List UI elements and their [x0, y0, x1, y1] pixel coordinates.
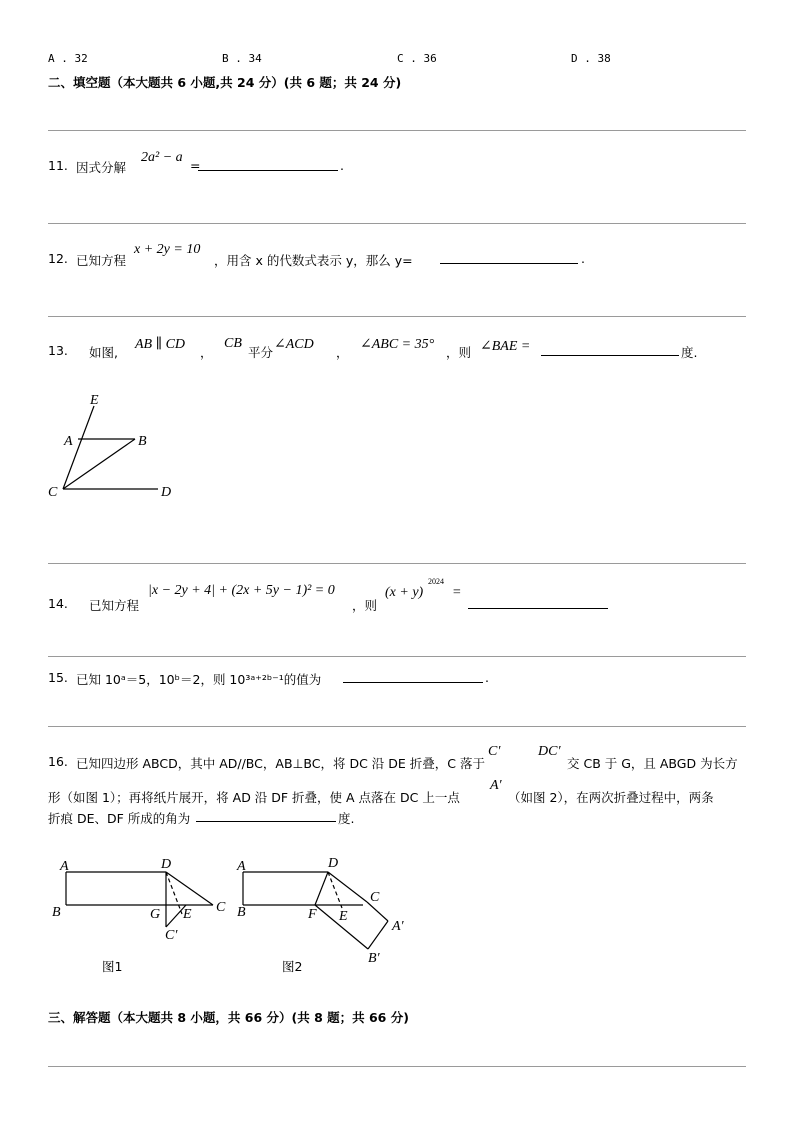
q15-number: 15.: [48, 670, 68, 685]
q11-expression: 2a² − a: [141, 150, 183, 165]
q16-line3-a: 折痕 DE、DF 所成的角为: [48, 811, 191, 826]
q12-text: 已知方程: [76, 253, 127, 268]
q13-sep1: ，: [200, 345, 213, 360]
q15-answer-blank[interactable]: [343, 670, 483, 683]
figure-2: [236, 856, 405, 974]
q13-text: 如图,: [89, 345, 118, 360]
divider: [48, 316, 746, 317]
choice-b: B . 34: [222, 52, 262, 65]
fig1-label-c: C: [216, 900, 226, 915]
divider: [48, 563, 746, 564]
fig2-label-f: F: [308, 907, 317, 922]
fig1-label-g: G: [150, 907, 161, 922]
q15-text: 已知 10ᵃ＝5，10ᵇ＝2，则 10³ᵃ⁺²ᵇ⁻¹的值为: [76, 672, 322, 687]
section-3-title: 三、解答题（本大题共 8 小题，共 66 分）(共 8 题；共 66 分): [48, 1010, 409, 1025]
q12-answer-blank[interactable]: [440, 251, 578, 264]
q16-figures: [48, 850, 428, 980]
q13-number: 13.: [48, 343, 68, 358]
fig2-label-aprime: A′: [392, 919, 404, 934]
q11-equals: =: [190, 158, 201, 173]
q16-dc-prime: DC′: [538, 744, 561, 759]
q12-number: 12.: [48, 251, 68, 266]
q13-answer-blank[interactable]: [541, 343, 679, 356]
q14-expr-sum: (x + y): [385, 585, 424, 600]
q12-expression: x + 2y = 10: [134, 242, 201, 257]
fig1-label-d: D: [161, 857, 172, 872]
q13-expr-acd: ∠ACD: [274, 337, 314, 352]
figure-1: [52, 857, 226, 974]
fig1-caption: 图1: [102, 959, 123, 974]
q15-period: .: [485, 670, 489, 685]
q14-text: 已知方程: [89, 598, 140, 613]
fig1-label-a: A: [60, 859, 69, 874]
choice-c: C . 36: [397, 52, 437, 65]
section-2-title: 二、填空题（本大题共 6 小题,共 24 分）(共 6 题；共 24 分): [48, 75, 402, 90]
line-cb: [63, 439, 135, 489]
q16-line3-b: 度.: [338, 811, 355, 826]
q11-text: 因式分解: [76, 160, 127, 175]
q16-line2-b: （如图 2），在两次折叠过程中，两条: [508, 790, 714, 805]
q13-expr-cb: CB: [224, 336, 242, 351]
label-d: D: [161, 485, 172, 500]
q12-mid-text: ，用含 x 的代数式表示 y，那么 y=: [214, 253, 413, 268]
q13-figure: [40, 385, 190, 505]
q13-expr-bae: ∠BAE =: [480, 339, 531, 354]
q14-answer-blank[interactable]: [468, 596, 608, 609]
q14-expression: |x − 2y + 4| + (2x + 5y − 1)² = 0: [148, 583, 335, 598]
q13-text-then: ，则: [446, 345, 472, 360]
q14-number: 14.: [48, 596, 68, 611]
fig2-label-d: D: [328, 856, 339, 871]
fig1-label-b: B: [52, 905, 61, 920]
fig1-label-cprime: C′: [165, 928, 178, 943]
label-e: E: [90, 393, 99, 408]
fig2-label-b: B: [237, 905, 246, 920]
q16-line2-a: 形（如图 1）；再将纸片展开，将 AD 沿 DF 折叠，使 A 点落在 DC 上一点: [48, 790, 460, 805]
q16-answer-blank[interactable]: [196, 809, 336, 822]
fig2-label-c: C: [370, 890, 380, 905]
q16-c-prime: C′: [488, 744, 501, 759]
q16-a-prime: A′: [490, 778, 502, 793]
fig2-label-bprime: B′: [368, 951, 380, 966]
divider: [48, 130, 746, 131]
q16-line1-a: 已知四边形 ABCD，其中 AD//BC，AB⊥BC，将 DC 沿 DE 折叠，C 落于: [76, 756, 485, 771]
label-c: C: [48, 485, 58, 500]
q14-equals: =: [452, 585, 462, 600]
q11-period: .: [340, 158, 344, 173]
q11-answer-blank[interactable]: [198, 158, 338, 171]
q14-text-then: ，则: [352, 598, 378, 613]
q11-number: 11.: [48, 158, 68, 173]
q16-number: 16.: [48, 754, 68, 769]
label-b: B: [138, 434, 147, 449]
q16-line1-b: 交 CB 于 G，且 ABGD 为长方: [567, 756, 738, 771]
q13-unit: 度.: [681, 345, 698, 360]
q13-expr-abc: ∠ABC = 35°: [360, 337, 435, 352]
fig2-caption: 图2: [282, 959, 303, 974]
divider: [48, 726, 746, 727]
choice-d: D . 38: [571, 52, 611, 65]
q12-period: .: [581, 251, 585, 266]
label-a: A: [64, 434, 73, 449]
divider: [48, 656, 746, 657]
divider: [48, 1066, 746, 1067]
q13-sep2: ，: [336, 345, 349, 360]
choice-a: A . 32: [48, 52, 88, 65]
divider: [48, 223, 746, 224]
fig2-label-a: A: [237, 859, 246, 874]
fig1-label-e: E: [183, 907, 192, 922]
q13-expr-parallel: AB ∥ CD: [135, 337, 186, 352]
q13-text-bisect: 平分: [248, 345, 274, 360]
q14-exponent: 2024: [428, 577, 444, 586]
fig2-label-e: E: [339, 909, 348, 924]
